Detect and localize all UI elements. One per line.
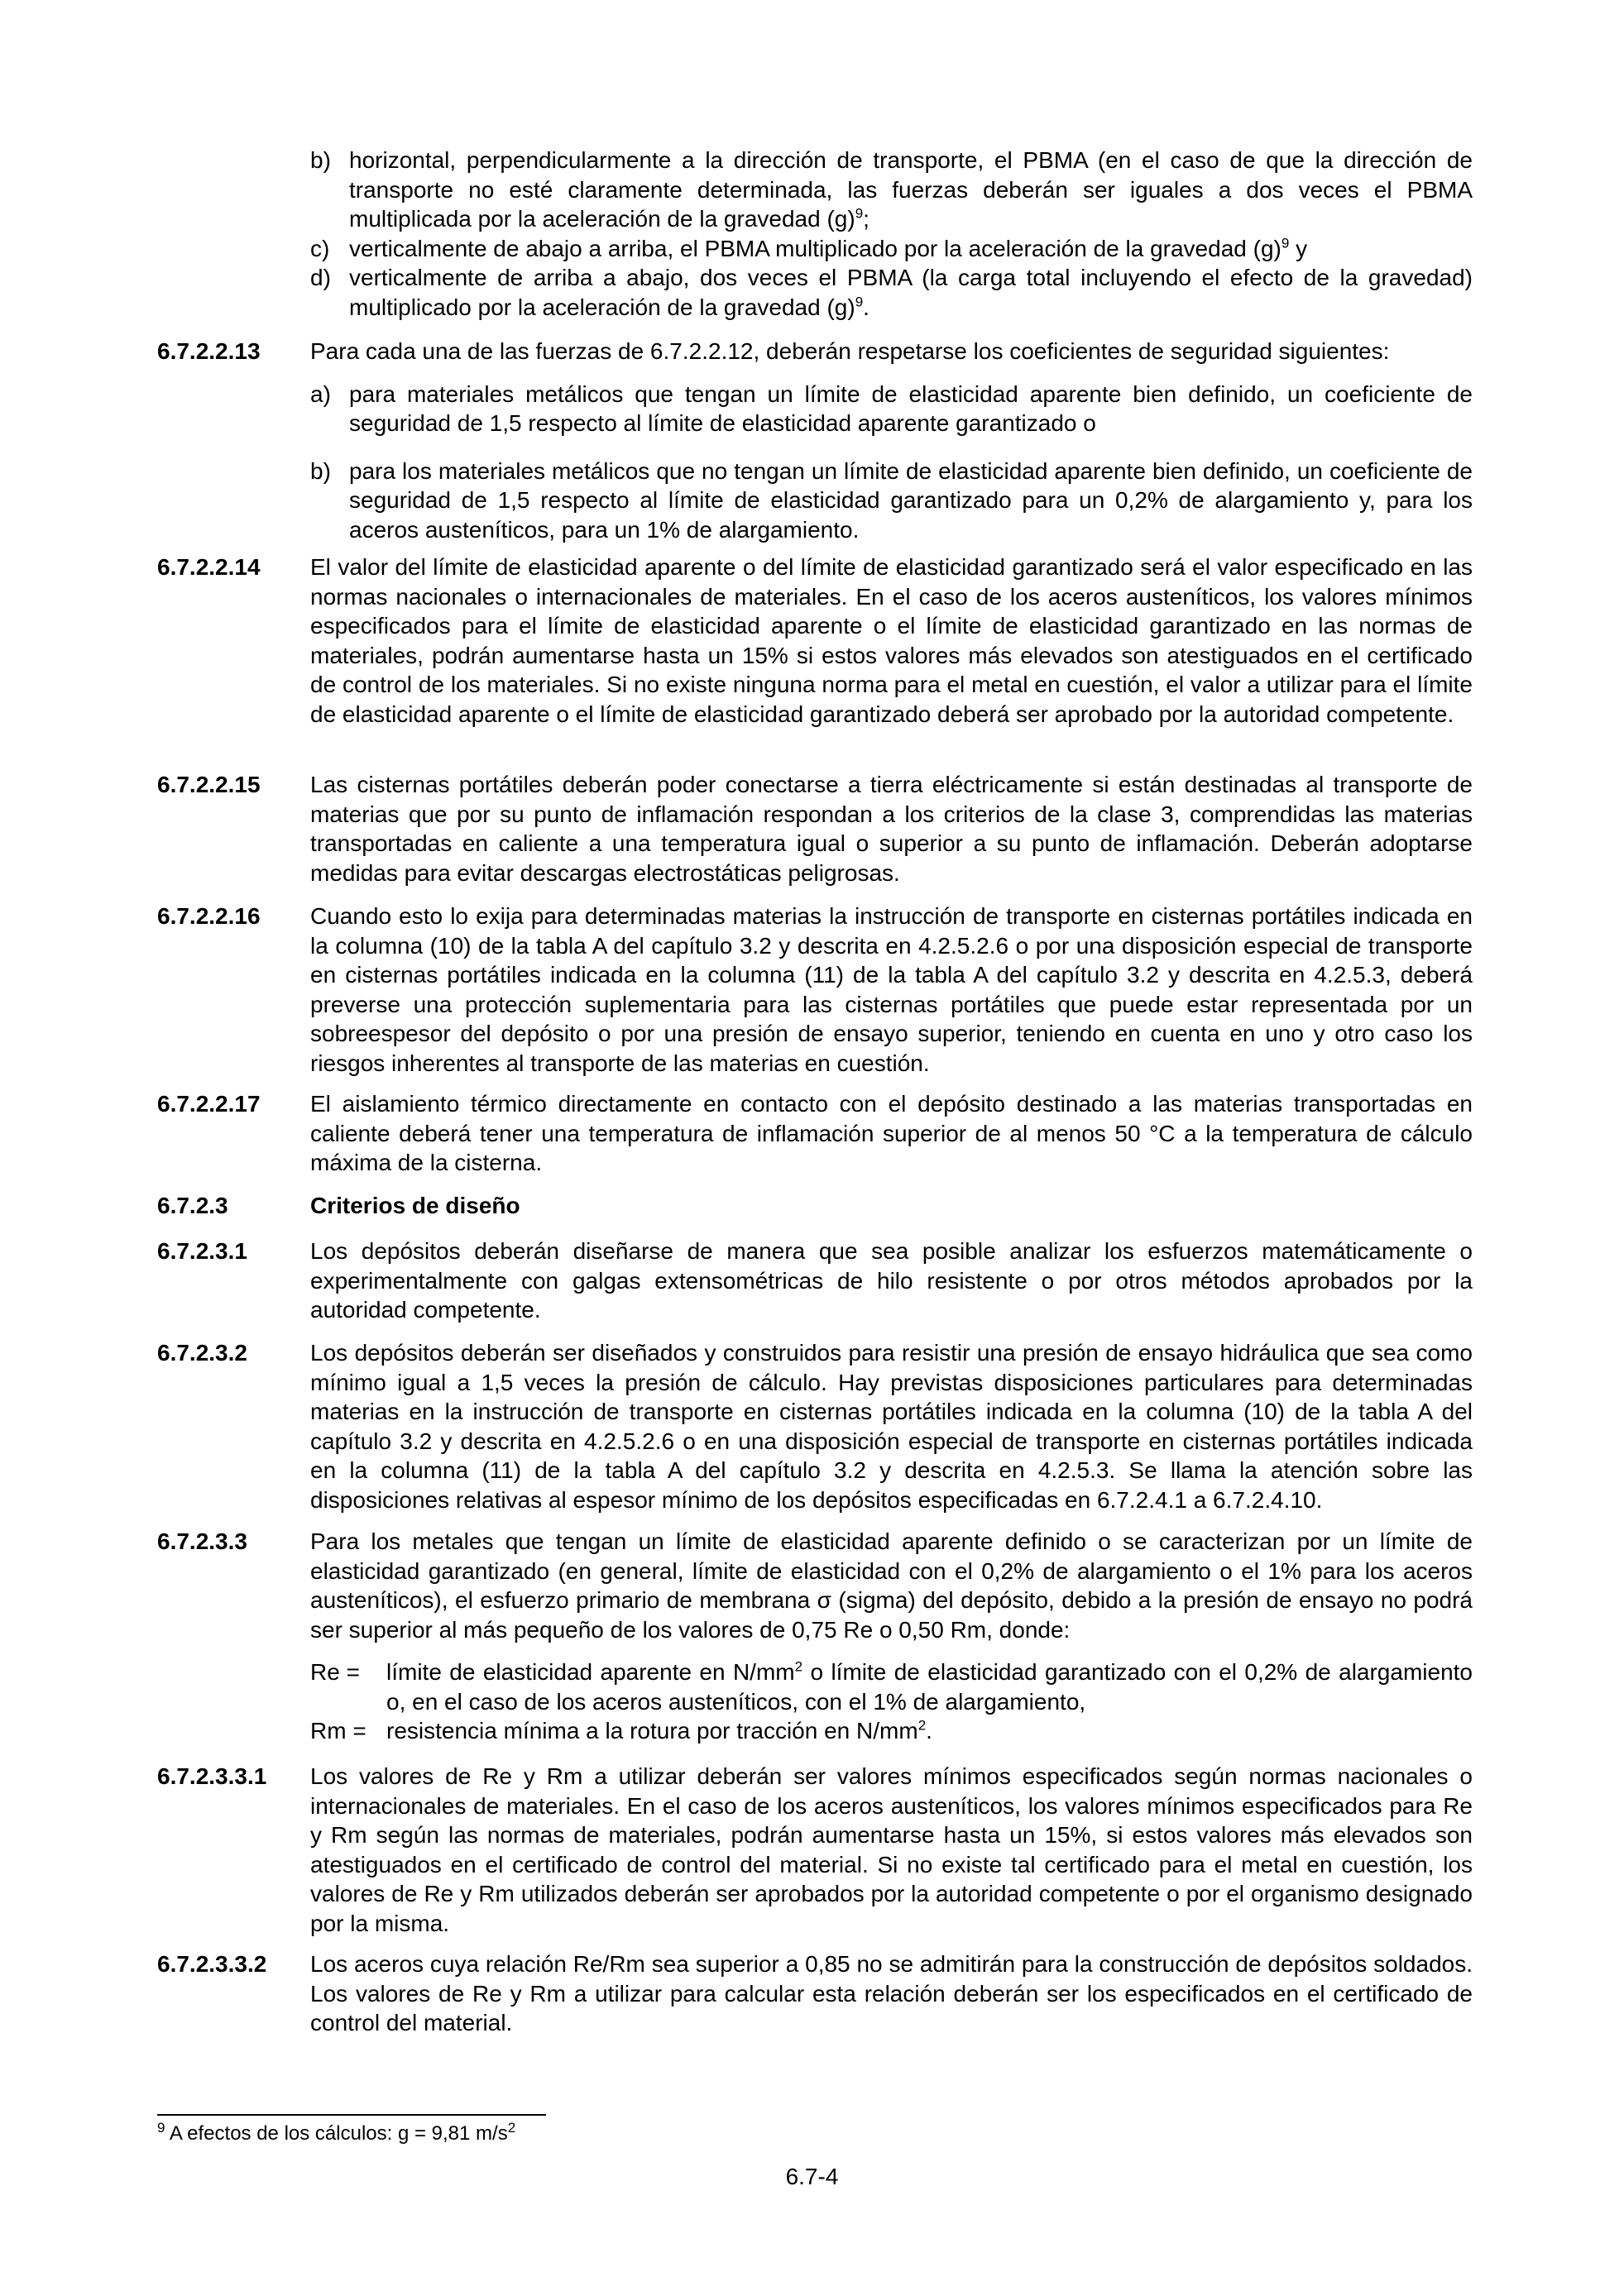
section-text: Las cisternas portátiles deberán poder conectarse a tierra eléctricamente si están destinadas al transporte de materias que por su punto de inflamación respondan a los criterios de la clase 3, comprendidas las materias transportadas en caliente a una temperatura igual o superior a su punto de inflamación. Deberán adoptarse medidas para evitar descargas electrostáticas peligrosas. [310,772,1473,886]
section-text: Los depósitos deberán ser diseñados y construidos para resistir una presión de ensayo hidráulica que sea como mínimo igual a 1,5 veces la presión de cálculo. Hay previstas disposiciones particulares para determinadas materias en la instrucción de transporte en cisternas portátiles indicada en la columna (10) de la tabla A del capítulo 3.2 y descrita en 4.2.5.2.6 o en una disposición especial de transporte en cisternas portátiles indicada en la columna (11) de la tabla A del capítulo 3.2 y descrita en 4.2.5.3. Se llama la atención sobre las disposiciones relativas al espesor mínimo de los depósitos especificadas en 6.7.2.4.1 a 6.7.2.4.10. [310,1340,1473,1513]
section-6-7-2-3-3-1 [157,1762,1473,1938]
list-item-d [310,263,1473,322]
section-number: 6.7.2.3.3.2 [157,1951,267,1977]
section-number: 6.7.2.2.14 [157,554,261,580]
section-number: 6.7.2.3.1 [157,1238,247,1264]
footnote-divider [157,2114,546,2116]
section-text: Los valores de Re y Rm a utilizar deberán ser valores mínimos especificados según normas nacionales o internacionales de materiales. En el caso de los aceros austeníticos, los valores mínimos especificados para Re y Rm según las normas de materiales, podrán aumentarse hasta un 15%, si estos valores más elevados son atestiguados en el certificado de control del material. Si no existe tal certificado para el metal en cuestión, los valores de Re y Rm utilizados deberán ser aprobados por la autoridad competente o por el organismo designado por la misma. [310,1763,1473,1936]
section-number: 6.7.2.3.2 [157,1340,247,1366]
definition-rm [310,1716,1473,1746]
list-item-a [310,380,1473,438]
definition-text-end: . [926,1718,932,1744]
section-text: El aislamiento térmico directamente en contacto con el depósito destinado a las materias transportadas en caliente deberá tener una temperatura de inflamación superior de al menos 50 °C a la temperatura de cálculo máxima de la cisterna. [310,1091,1473,1175]
footnote-ref: 9 [855,294,864,310]
list-item-b [310,146,1473,234]
section-number: 6.7.2.2.16 [157,903,261,929]
list-label: c) [310,235,330,261]
section-number: 6.7.2.3 [157,1193,228,1218]
page-number: 6.7-4 [785,2164,839,2189]
definition-re [310,1657,1473,1716]
list-label: b) [310,147,331,173]
definition-text-end: o límite de elasticidad garantizado con el 0,2% de alargamiento o, en el caso de los aceros austeníticos, con el 1% de alargamiento, [386,1659,1473,1715]
footnote-ref: 9 [855,205,864,222]
list-label: d) [310,265,331,290]
intro-list [157,146,1473,322]
definition-text: resistencia mínima a la rotura por tracción en N/mm [386,1718,918,1744]
section-number: 6.7.2.3.3.1 [157,1763,267,1789]
definition-text: límite de elasticidad aparente en N/mm [386,1659,795,1685]
section-6-7-2-2-14 [157,552,1473,729]
section-text: Los depósitos deberán diseñarse de manera que sea posible analizar los esfuerzos matemáticamente o experimentalmente con galgas extensométricas de hilo resistente o por otros métodos aprobados por la autoridad competente. [310,1238,1473,1323]
list-text-end: ; [863,206,869,232]
list-item-c [310,234,1473,264]
footnote-ref: 9 [1281,235,1290,251]
section-number: 6.7.2.3.3 [157,1528,247,1554]
list-text: horizontal, perpendicularmente a la dirección de transporte, el PBMA (en el caso de que la dirección de transporte no esté claramente determinada, las fuerzas deberán ser iguales a dos veces el PBMA multiplicada por la aceleración de la gravedad (g) [349,147,1473,232]
section-6-7-2-2-13 [157,337,1473,544]
footnote-mark: 9 [157,2120,165,2136]
section-6-7-2-2-16 [157,902,1473,1078]
section-6-7-2-2-15 [157,770,1473,887]
list-text-end: . [863,294,869,320]
superscript: 2 [507,2120,516,2136]
section-6-7-2-3-3-2 [157,1949,1473,2038]
section-6-7-2-3-2 [157,1338,1473,1514]
footnote-text: A efectos de los cálculos: g = 9,81 m/s [165,2122,508,2145]
superscript: 2 [794,1658,803,1675]
section-6-7-2-2-17 [157,1089,1473,1178]
list-text: verticalmente de abajo a arriba, el PBMA multiplicado por la aceleración de la gravedad (g) [349,235,1281,261]
section-number: 6.7.2.2.17 [157,1091,261,1117]
section-heading: Criterios de diseño [310,1193,520,1218]
definition-term: Rm = [310,1718,366,1744]
list-text-end: y [1289,235,1308,261]
list-text: para materiales metálicos que tengan un límite de elasticidad aparente bien definido, un coeficiente de seguridad de 1,5 respecto al límite de elasticidad aparente garantizado o [349,380,1473,436]
list-item-b [310,457,1473,545]
superscript: 2 [917,1717,927,1734]
list-label: a) [310,380,331,407]
section-text: Para los metales que tengan un límite de elasticidad aparente definido o se caracterizan por un límite de elasticidad garantizado (en general, límite de elasticidad con el 0,2% de alargamiento o el 1% para los aceros austeníticos), el esfuerzo primario de membrana σ (sigma) del depósito, debido a la presión de ensayo no podrá ser superior al más pequeño de los valores de 0,75 Re o 0,50 Rm, donde: [310,1528,1473,1643]
section-number: 6.7.2.2.15 [157,772,261,797]
section-text: Para cada una de las fuerzas de 6.7.2.2.12, deberán respetarse los coeficientes de seguridad siguientes: [310,338,1390,364]
footnote [157,2121,515,2146]
section-6-7-2-3-1 [157,1236,1473,1325]
list-text: verticalmente de arriba a abajo, dos veces el PBMA (la carga total incluyendo el efecto de la gravedad) multiplicado por la aceleración de la gravedad (g) [349,265,1473,320]
section-text: El valor del límite de elasticidad aparente o del límite de elasticidad garantizado será el valor especificado en las normas nacionales o internacionales de materiales. En el caso de los aceros austeníticos, los valores mínimos especificados para el límite de elasticidad aparente o el límite de elasticidad garantizado en las normas de materiales, podrán aumentarse hasta un 15% si estos valores más elevados son atestiguados en el certificado de control de los materiales. Si no existe ninguna norma para el metal en cuestión, el valor a utilizar para el límite de elasticidad aparente o el límite de elasticidad garantizado deberá ser aprobado por la autoridad competente. [310,554,1473,727]
section-heading-6-7-2-3 [157,1191,1473,1221]
list-text: para los materiales metálicos que no tengan un límite de elasticidad aparente bien definido, un coeficiente de seguridad de 1,5 respecto al límite de elasticidad garantizado para un 0,2% de alargamiento y, para los aceros austeníticos, para un 1% de alargamiento. [349,457,1473,543]
list-label: b) [310,457,331,484]
section-number: 6.7.2.2.13 [157,338,261,364]
section-6-7-2-3-3 [157,1527,1473,1746]
section-text: Cuando esto lo exija para determinadas materias la instrucción de transporte en cisternas portátiles indicada en la columna (10) de la tabla A del capítulo 3.2 y descrita en 4.2.5.2.6 o por una disposición especial de transporte en cisternas portátiles indicada en la columna (11) de la tabla A del capítulo 3.2 y descrita en 4.2.5.3, deberá preverse una protección suplementaria para las cisternas portátiles que puede estar representada por un sobreespesor del depósito o por una presión de ensayo superior, teniendo en cuenta en uno y otro caso los riesgos inherentes al transporte de las materias en cuestión. [310,903,1473,1076]
definition-term: Re = [310,1659,360,1685]
section-text: Los aceros cuya relación Re/Rm sea superior a 0,85 no se admitirán para la construcción de depósitos soldados. Los valores de Re y Rm a utilizar para calcular esta relación deberán ser los especificados en el certificado de control del material. [310,1951,1473,2035]
